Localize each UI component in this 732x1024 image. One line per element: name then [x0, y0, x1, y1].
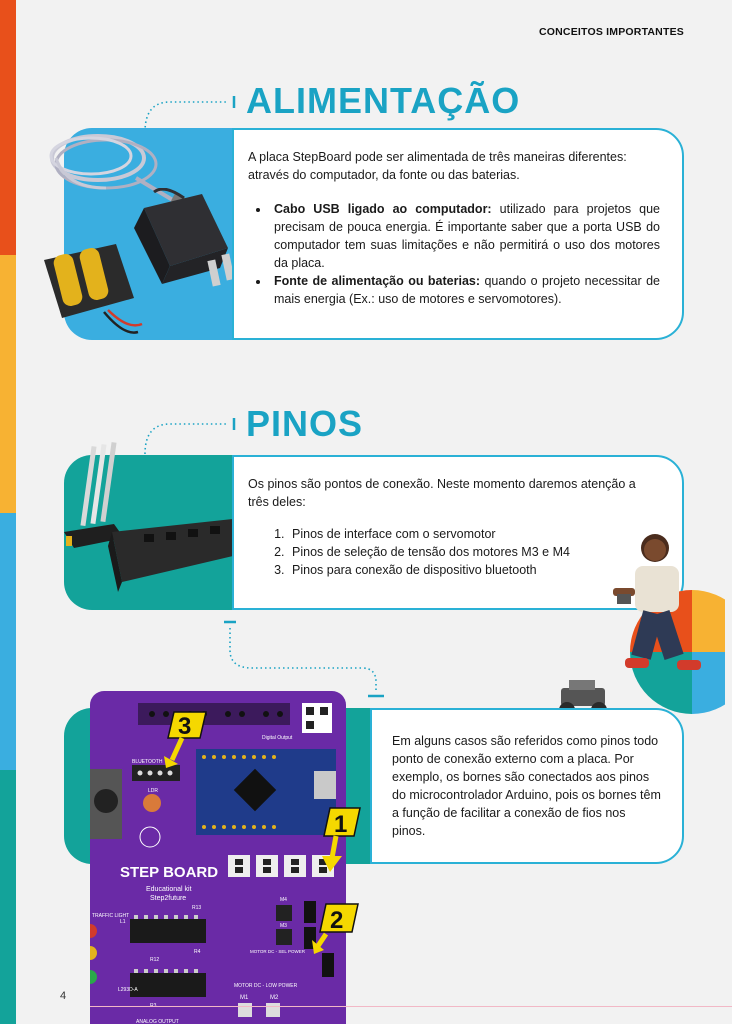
stripe-orange: [0, 0, 16, 255]
label-m4: M4: [280, 897, 287, 903]
bullet-usb: [270, 200, 660, 272]
bornes-card: [370, 708, 684, 864]
dotted-connector-2: [140, 418, 240, 458]
label-motor-low-power: MOTOR DC - LOW POWER: [234, 983, 298, 989]
label-m2: M2: [270, 995, 279, 1001]
callout-1-label: 1: [334, 811, 348, 838]
pinos-item-2: 2. Pinos de seleção de tensão dos motores M3 e M4: [288, 543, 660, 561]
label-l1: L1: [120, 919, 126, 925]
board-sub2: Step2future: [150, 895, 187, 902]
label-l293: L293D-A: [118, 987, 138, 993]
pinos-intro: Os pinos são pontos de conexão. Neste momento daremos atenção a três deles:: [248, 477, 636, 509]
pinos-item-3: 3. Pinos para conexão de dispositivo bluetooth: [288, 561, 660, 579]
callout-3: [160, 708, 220, 768]
stripe-blue: [0, 513, 16, 770]
label-m1: M1: [240, 995, 249, 1001]
label-ldr: LDR: [148, 788, 159, 794]
callout-2: [312, 900, 368, 960]
board-brand: STEP BOARD: [120, 864, 219, 881]
label-r13: R13: [192, 905, 202, 911]
bullet-usb-bold: Cabo USB ligado ao computador:: [274, 202, 492, 216]
pinos-item-1: 1. Pinos de interface com o servomotor: [288, 525, 660, 543]
bullet-fonte-bold: Fonte de alimentação ou baterias:: [274, 274, 481, 288]
footer-line: [90, 1006, 732, 1007]
label-bluetooth: BLUETOOTH: [132, 759, 163, 765]
label-sel-power: MOTOR DC - SEL POWER: [250, 949, 306, 954]
label-analog-output: ANALOG OUTPUT: [136, 1019, 179, 1024]
bullet-usb-text: utilizado para projetos que precisam de pouca energia. É importante saber que a porta USB do computador tem suas limitações e não permitirá o uso dos motores da placa.: [274, 202, 660, 270]
dotted-connector-3: [222, 620, 392, 700]
callout-1: [318, 804, 368, 874]
battery-holder-illustration: [38, 240, 148, 340]
section-title-pinos: PINOS: [246, 403, 364, 444]
label-r12: R12: [150, 957, 160, 963]
page-number: 4: [60, 990, 67, 1002]
bullet-fonte: [270, 272, 660, 308]
section-title-alimentacao: ALIMENTAÇÃO: [246, 80, 521, 121]
callout-2-label: 2: [330, 907, 344, 934]
section-label: CONCEITOS IMPORTANTES: [539, 26, 684, 38]
alimentacao-card: [232, 128, 684, 340]
label-r4: R4: [194, 949, 201, 955]
label-digital-output: Digital Output: [262, 735, 293, 741]
label-traffic-light: TRAFFIC LIGHT: [92, 913, 130, 919]
board-sub1: Educational kit: [146, 886, 192, 893]
alimentacao-intro: A placa StepBoard pode ser alimentada de três maneiras diferentes: através do computador, da fonte ou das baterias.: [248, 150, 627, 182]
stripe-teal: [0, 770, 16, 1024]
callout-3-label: 3: [178, 713, 192, 740]
bornes-text: Em alguns casos são referidos como pinos todo ponto de conexão externo com a placa. Por exemplo, os bornes são conectados aos pinos do microcontrolador Arduino, pois os bornes têm a função de facilitar a conexão de fios nos pinos.: [392, 734, 661, 838]
alimentacao-bullets: [248, 200, 660, 308]
label-r3: R3: [150, 1003, 157, 1009]
bullet-fonte-text: quando o projeto necessitar de mais energia (Ex.: uso de motores e servomotores).: [274, 274, 660, 306]
stripe-yellow: [0, 255, 16, 513]
label-m3: M3: [280, 923, 287, 929]
